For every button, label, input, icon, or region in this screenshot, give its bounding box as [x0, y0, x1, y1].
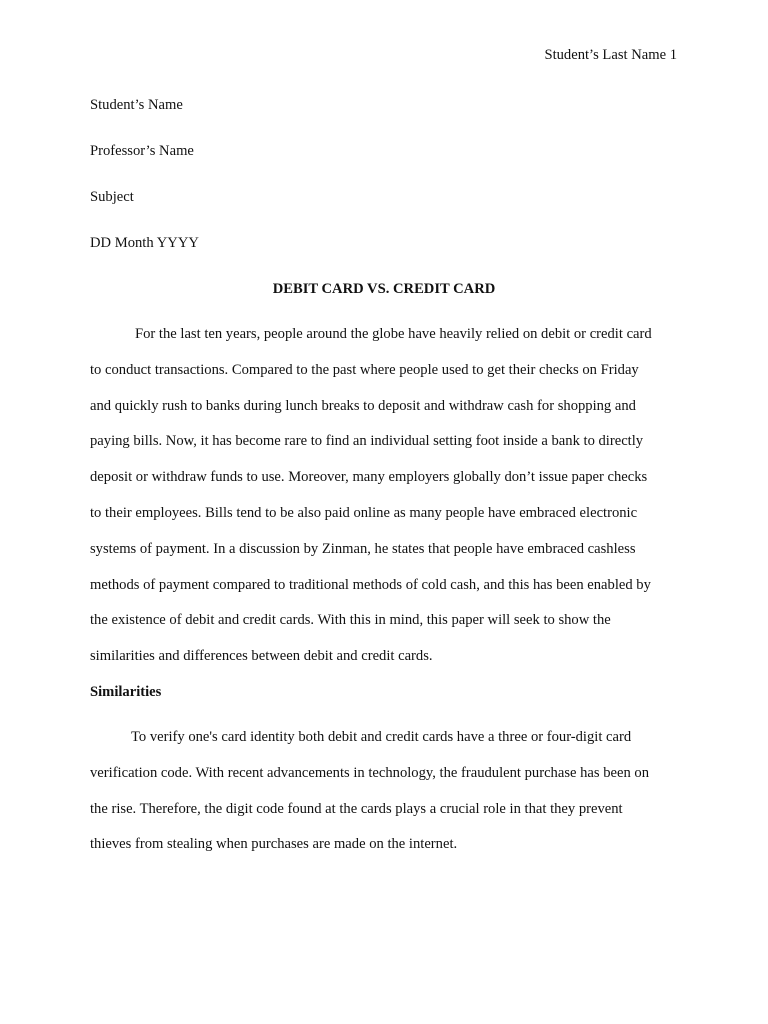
paragraph-line: similarities and differences between debit and credit cards. [90, 648, 433, 665]
student-name: Student’s Name [90, 97, 183, 113]
paragraph-line: To verify one's card identity both debit and credit cards have a three or four-digit card [131, 728, 632, 745]
paragraph-line: and quickly rush to banks during lunch breaks to deposit and withdraw cash for shopping and [90, 397, 636, 414]
paragraph-line: to conduct transactions. Compared to the past where people used to get their checks on Friday [90, 361, 639, 378]
paragraph-line: For the last ten years, people around the globe have heavily relied on debit or credit card [135, 326, 652, 342]
document-body [90, 87, 678, 863]
paragraph-line: systems of payment. In a discussion by Zinman, he states that people have embraced cashless [90, 540, 636, 557]
paragraph-line: the existence of debit and credit cards. With this in mind, this paper will seek to show the [90, 612, 611, 629]
paragraph-line: verification code. With recent advancements in technology, the fraudulent purchase has been on [90, 764, 650, 781]
paragraph-line: the rise. Therefore, the digit code found at the cards plays a crucial role in that they prevent [90, 800, 623, 817]
professor-name: Professor’s Name [90, 143, 194, 159]
paragraph-line: thieves from stealing when purchases are made on the internet. [90, 836, 458, 853]
intro-paragraph [90, 317, 678, 675]
paragraph-line: paying bills. Now, it has become rare to find an individual setting foot inside a bank to directly [90, 433, 644, 450]
paragraph-line: methods of payment compared to traditional methods of cold cash, and this has been enabled by [90, 576, 651, 593]
paragraph-line: to their employees. Bills tend to be also paid online as many people have embraced electronic [90, 504, 638, 521]
document-title: DEBIT CARD VS. CREDIT CARD [272, 281, 496, 297]
date: DD Month YYYY [90, 235, 199, 251]
similarities-paragraph [90, 720, 678, 863]
subject: Subject [90, 189, 134, 205]
running-head: Student’s Last Name 1 [544, 47, 677, 63]
paragraph-line: deposit or withdraw funds to use. Moreover, many employers globally don’t issue paper checks [90, 469, 648, 486]
section-heading-similarities: Similarities [90, 683, 162, 700]
